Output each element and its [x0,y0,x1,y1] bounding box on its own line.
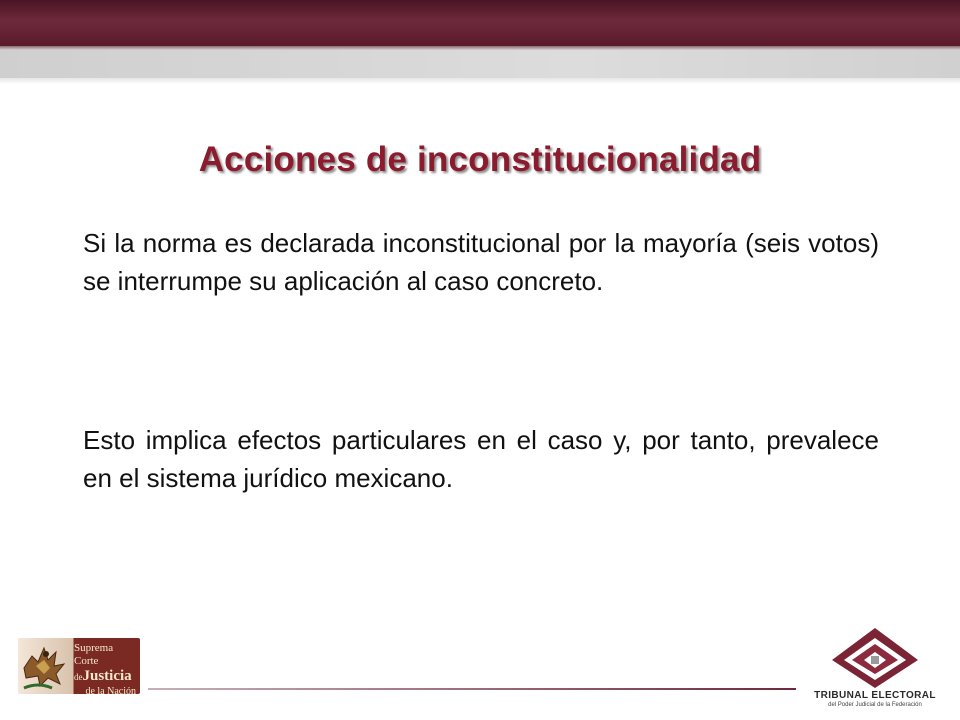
scjn-line-2 [74,668,140,685]
paragraph-2: Esto implica efectos particulares en el caso y, por tanto, prevalece en el sistema jurídico mexicano. [83,425,879,493]
tepjf-subtitle: del Poder Judicial de la Federación [828,702,922,708]
scjn-line-1: Suprema Corte [74,642,114,667]
header-grey-strip [0,50,960,78]
tepjf-name: TRIBUNAL ELECTORAL [814,690,936,701]
scjn-line-2-prefix: de [74,672,83,682]
header-band [0,0,960,46]
diamond-emblem-icon [826,626,924,690]
eagle-emblem-icon [18,638,78,694]
scjn-line-3: de la Nación [85,686,136,694]
header-grey-strip-edge [0,78,960,84]
tepjf-logo [806,626,944,708]
scjn-line-2-main: Justicia [82,668,132,684]
scjn-logo [18,638,140,694]
paragraph-1: Si la norma es declarada inconstitucional por la mayoría (seis votos) se interrumpe su aplicación al caso concreto. [83,228,879,296]
scjn-wordmark [74,642,140,694]
footer-divider [148,688,796,690]
slide-title: Acciones de inconstitucionalidad [198,140,762,179]
